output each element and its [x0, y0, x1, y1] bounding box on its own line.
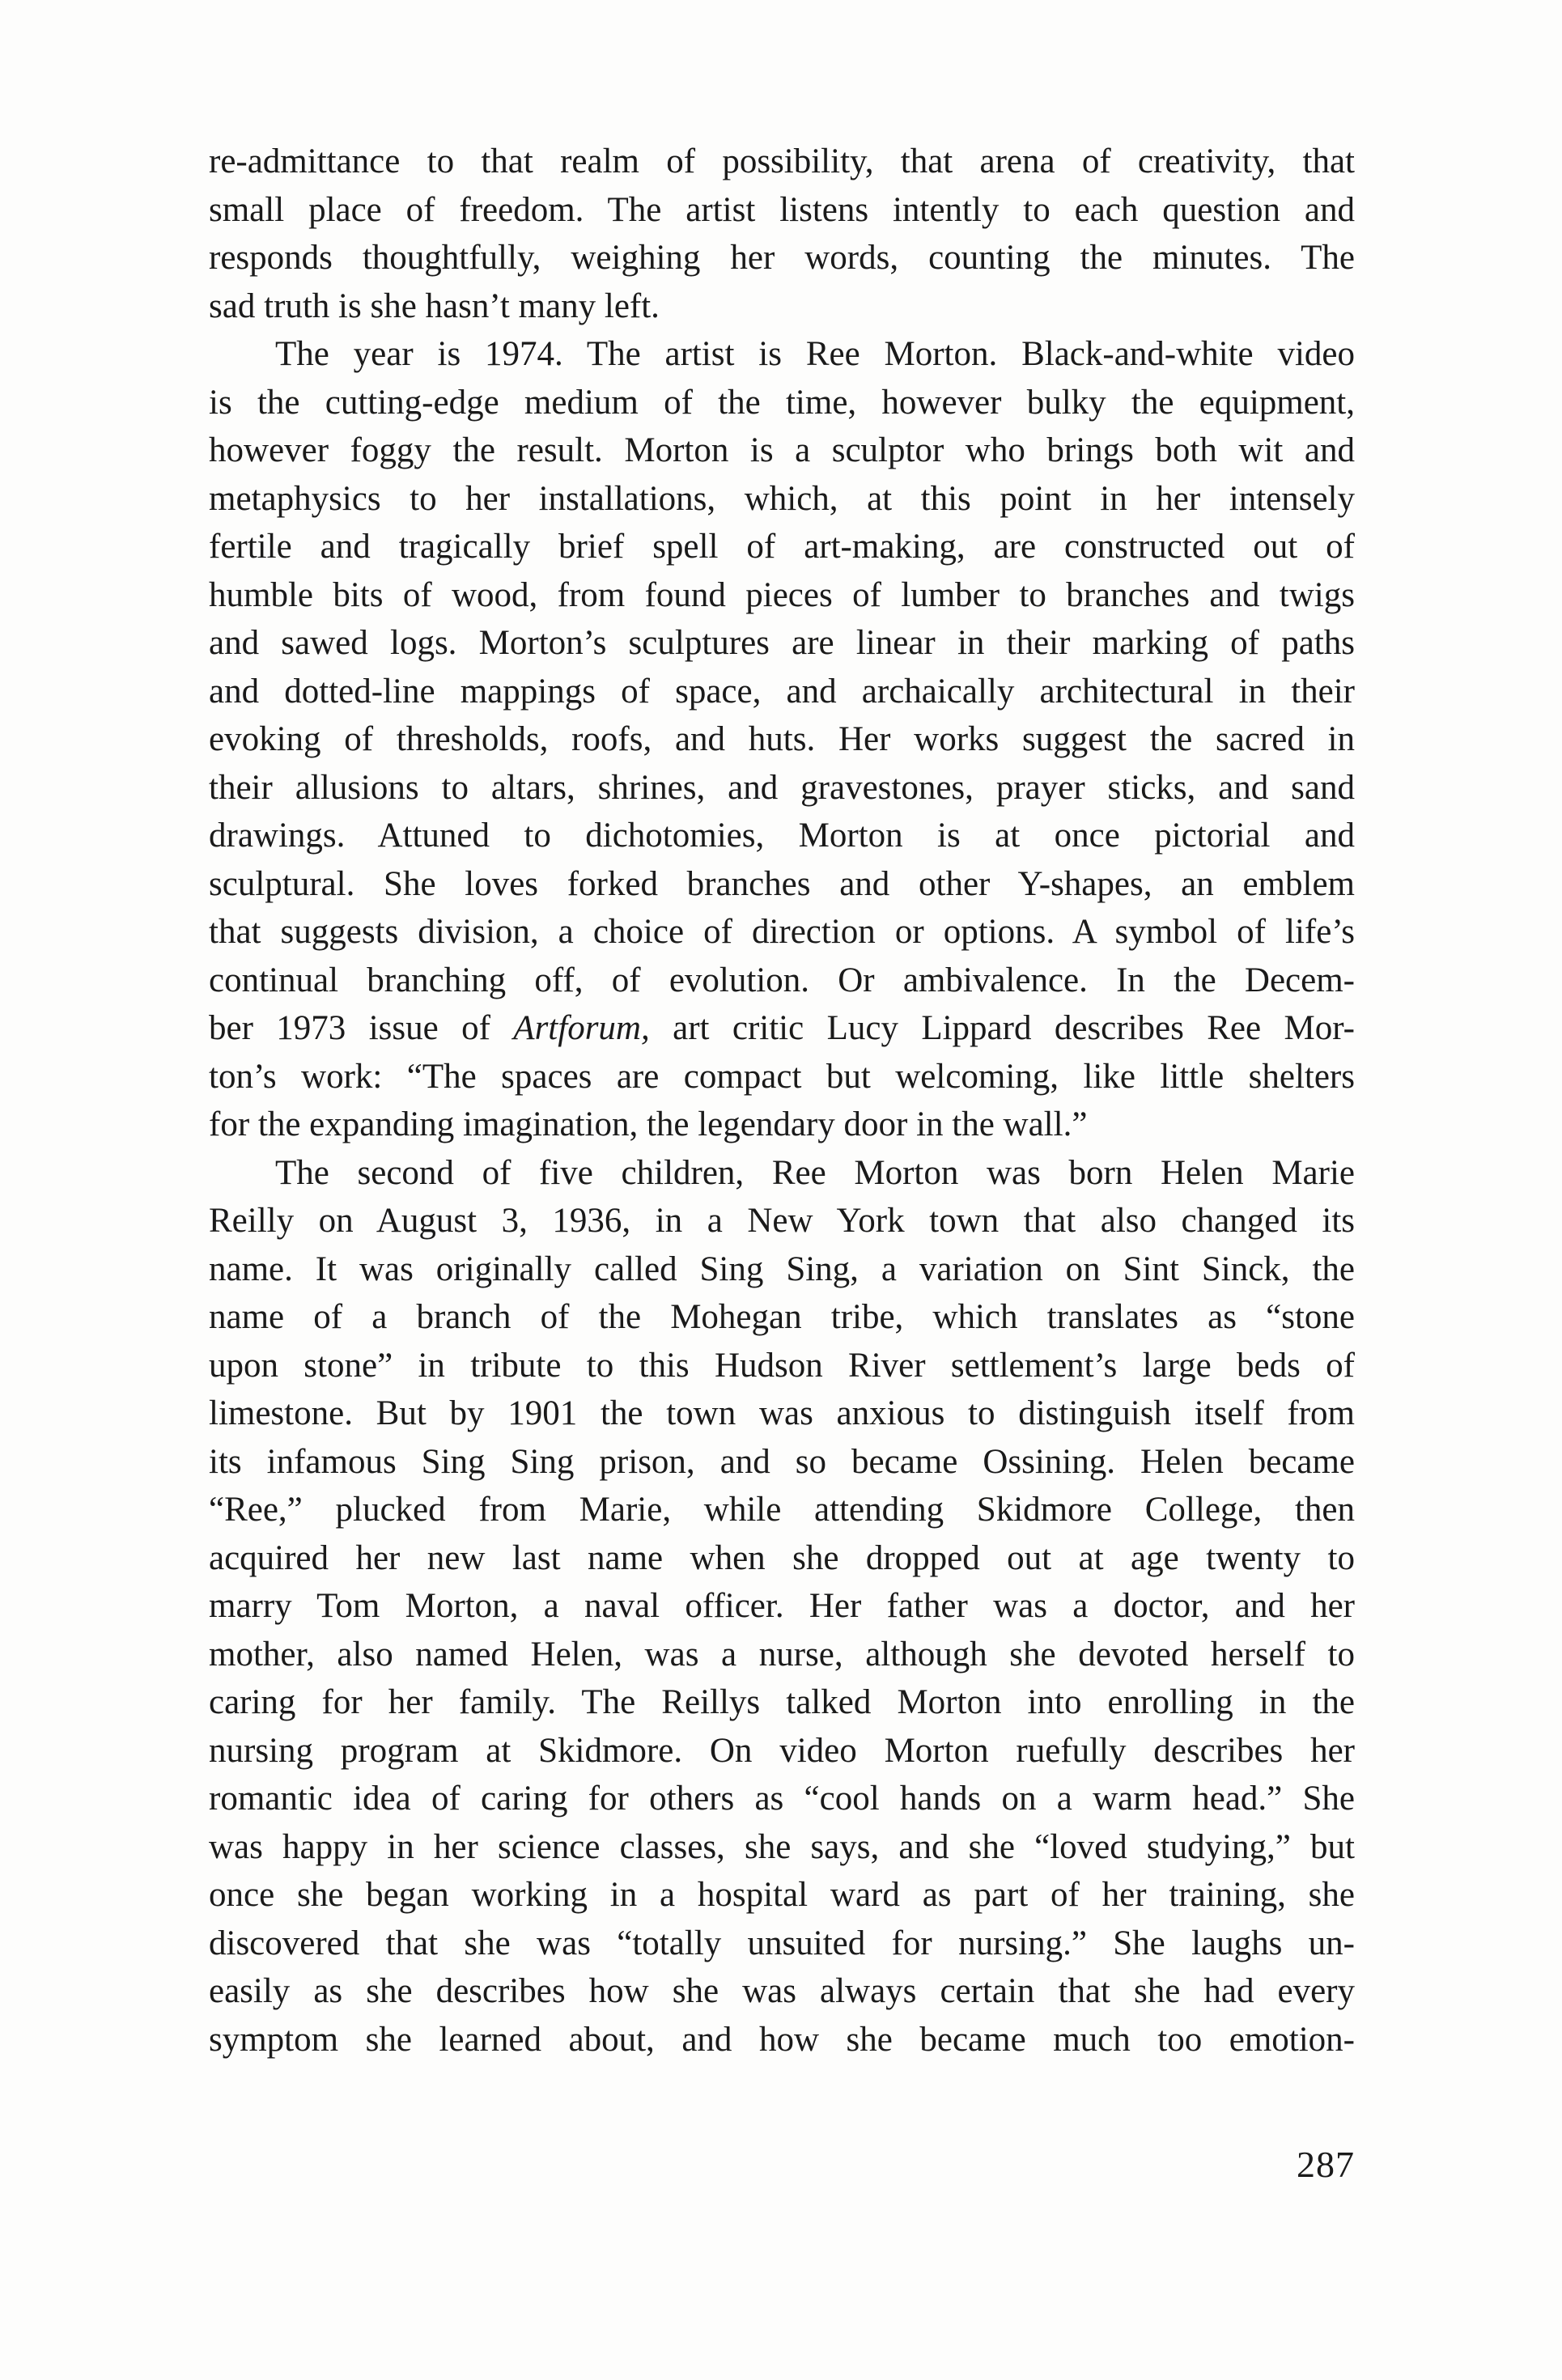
text-line: symptom she learned about, and how she became much too emotion- [209, 2020, 1355, 2059]
text-line: The year is 1974. The artist is Ree Morton. Black-and-white video [275, 335, 1355, 373]
text-line: acquired her new last name when she dropped out at age twenty to [209, 1538, 1355, 1577]
text-line: name. It was originally called Sing Sing, a variation on Sint Sinck, the [209, 1249, 1355, 1288]
body-text [209, 138, 1355, 2064]
text-line: drawings. Attuned to dichotomies, Morton is at once pictorial and [209, 817, 1355, 855]
text-line: romantic idea of caring for others as “cool hands on a warm head.” She [209, 1780, 1355, 1818]
text-line: sculptural. She loves forked branches and other Y-shapes, an emblem [209, 864, 1355, 903]
text-line: metaphysics to her installations, which, at this point in her intensely [209, 479, 1355, 518]
text-line: and sawed logs. Morton’s sculptures are linear in their marking of paths [209, 624, 1355, 662]
text-line: responds thoughtfully, weighing her words, counting the minutes. The [209, 239, 1355, 277]
text-line: their allusions to altars, shrines, and gravestones, prayer sticks, and sand [209, 768, 1355, 807]
text-line: The second of five children, Ree Morton was born Helen Marie [275, 1153, 1355, 1192]
text-line: for the expanding imagination, the legendary door in the wall.” [209, 1105, 1088, 1143]
text-line: “Ree,” plucked from Marie, while attending Skidmore College, then [209, 1491, 1355, 1529]
text-line: sad truth is she hasn’t many left. [209, 286, 660, 325]
text-line: that suggests division, a choice of direction or options. A symbol of life’s [209, 913, 1355, 951]
paragraph-ree-morton-intro [209, 330, 1355, 1149]
text-line: continual branching off, of evolution. Or ambivalence. In the Decem- [209, 961, 1355, 999]
text-line: caring for her family. The Reillys talked Morton into enrolling in the [209, 1683, 1355, 1721]
text-line: fertile and tragically brief spell of art-making, are constructed out of [209, 528, 1355, 566]
text-line: however foggy the result. Morton is a sculptor who brings both wit and [209, 431, 1355, 469]
text-line: re-admittance to that realm of possibility, that arena of creativity, that [209, 142, 1355, 180]
paragraph-biography [209, 1149, 1355, 2064]
text-line: Reilly on August 3, 1936, in a New York town that also changed its [209, 1202, 1355, 1240]
text-line: easily as she describes how she was always certain that she had every [209, 1972, 1355, 2010]
text-line: nursing program at Skidmore. On video Morton ruefully describes her [209, 1731, 1355, 1770]
text-line: is the cutting-edge medium of the time, however bulky the equipment, [209, 383, 1355, 422]
text-line: small place of freedom. The artist listens intently to each question and [209, 190, 1355, 229]
text-line: its infamous Sing Sing prison, and so became Ossining. Helen became [209, 1442, 1355, 1481]
text-line: limestone. But by 1901 the town was anxious to distinguish itself from [209, 1394, 1355, 1432]
text-line: upon stone” in tribute to this Hudson River settlement’s large beds of [209, 1346, 1355, 1385]
text-line: ton’s work: “The spaces are compact but welcoming, like little shelters [209, 1057, 1355, 1096]
text-run: art critic Lucy Lippard describes Ree Mor- [649, 1009, 1355, 1047]
text-line: name of a branch of the Mohegan tribe, which translates as “stone [209, 1298, 1355, 1336]
text-line: and dotted-line mappings of space, and archaically architectural in their [209, 672, 1355, 711]
text-line: discovered that she was “totally unsuited for nursing.” She laughs un- [209, 1924, 1355, 1962]
italic-publication-title: Artforum, [513, 1009, 650, 1047]
text-line: evoking of thresholds, roofs, and huts. Her works suggest the sacred in [209, 720, 1355, 758]
text-line-artforum [209, 1004, 1355, 1053]
text-line: marry Tom Morton, a naval officer. Her father was a doctor, and her [209, 1587, 1355, 1625]
text-line: mother, also named Helen, was a nurse, although she devoted herself to [209, 1635, 1355, 1674]
text-line: was happy in her science classes, she says, and she “loved studying,” but [209, 1827, 1355, 1866]
text-line: once she began working in a hospital ward as part of her training, she [209, 1876, 1355, 1914]
text-run: ber 1973 issue of [209, 1009, 514, 1047]
paragraph-continuation [209, 138, 1355, 330]
text-line: humble bits of wood, from found pieces of lumber to branches and twigs [209, 575, 1355, 614]
page-number: 287 [1297, 2144, 1355, 2185]
